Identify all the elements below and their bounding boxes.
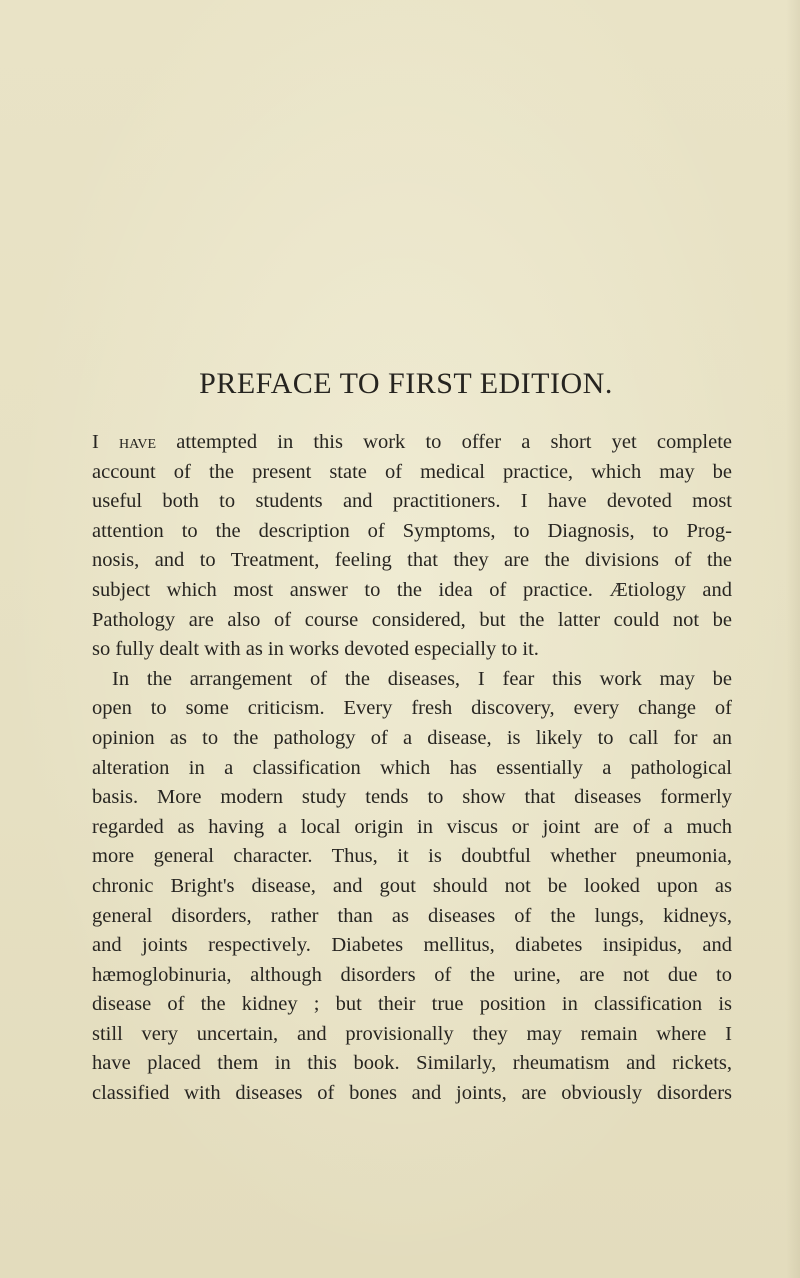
paragraph-2-line-5: basis. More modern study tends to show that diseases formerly [92, 786, 732, 809]
paragraph-1-line-5: nosis, and to Treatment, feeling that they are the divisions of the [92, 549, 732, 572]
paragraph-2-line-8: chronic Bright's disease, and gout should not be looked upon as [92, 874, 732, 897]
line-text: attempted in this work to offer a short yet complete [156, 431, 732, 453]
paragraph-2-line-10: and joints respectively. Diabetes mellitus, diabetes insipidus, and [92, 934, 732, 957]
paragraph-2-line-6: regarded as having a local origin in viscus or joint are of a much [92, 815, 732, 838]
paragraph-2-line-12: disease of the kidney ; but their true position in classification is [92, 993, 732, 1016]
paragraph-2-line-13: still very uncertain, and provisionally they may remain where I [92, 1022, 732, 1045]
paragraph-1-line-1 [92, 428, 732, 458]
initial-word: I [92, 431, 119, 453]
paragraph-1-line-4: attention to the description of Symptoms, to Diagnosis, to Prog- [92, 519, 732, 542]
paragraph-2-line-2: open to some criticism. Every fresh discovery, every change of [92, 697, 732, 720]
paragraph-2-line-7: more general character. Thus, it is doubtful whether pneumonia, [92, 845, 732, 868]
paragraph-2-line-14: have placed them in this book. Similarly, rheumatism and rickets, [92, 1052, 732, 1075]
small-caps-word: have [119, 431, 157, 453]
preface-body [92, 428, 732, 1109]
paragraph-1-line-8: so fully dealt with as in works devoted especially to it. [92, 638, 539, 661]
paragraph-2-line-1: In the arrangement of the diseases, I fear this work may be [112, 667, 732, 690]
paragraph-2-line-11: hæmoglobinuria, although disorders of the urine, are not due to [92, 963, 732, 986]
paragraph-1-line-2: account of the present state of medical practice, which may be [92, 460, 732, 483]
paragraph-2-line-9: general disorders, rather than as diseases of the lungs, kidneys, [92, 904, 732, 927]
paragraph-2-line-3: opinion as to the pathology of a disease, is likely to call for an [92, 726, 732, 749]
paragraph-1-line-6: subject which most answer to the idea of practice. Ætiology and [92, 578, 732, 601]
paragraph-2-line-15: classified with diseases of bones and joints, are obviously disorders [92, 1082, 732, 1105]
paragraph-1-line-7: Pathology are also of course considered, but the latter could not be [92, 608, 732, 631]
page-title: PREFACE TO FIRST EDITION. [199, 367, 613, 400]
page-edge-shadow [786, 0, 800, 1278]
paragraph-2-line-4: alteration in a classification which has essentially a pathological [92, 756, 732, 779]
paragraph-1-line-3: useful both to students and practitioners. I have devoted most [92, 490, 732, 513]
